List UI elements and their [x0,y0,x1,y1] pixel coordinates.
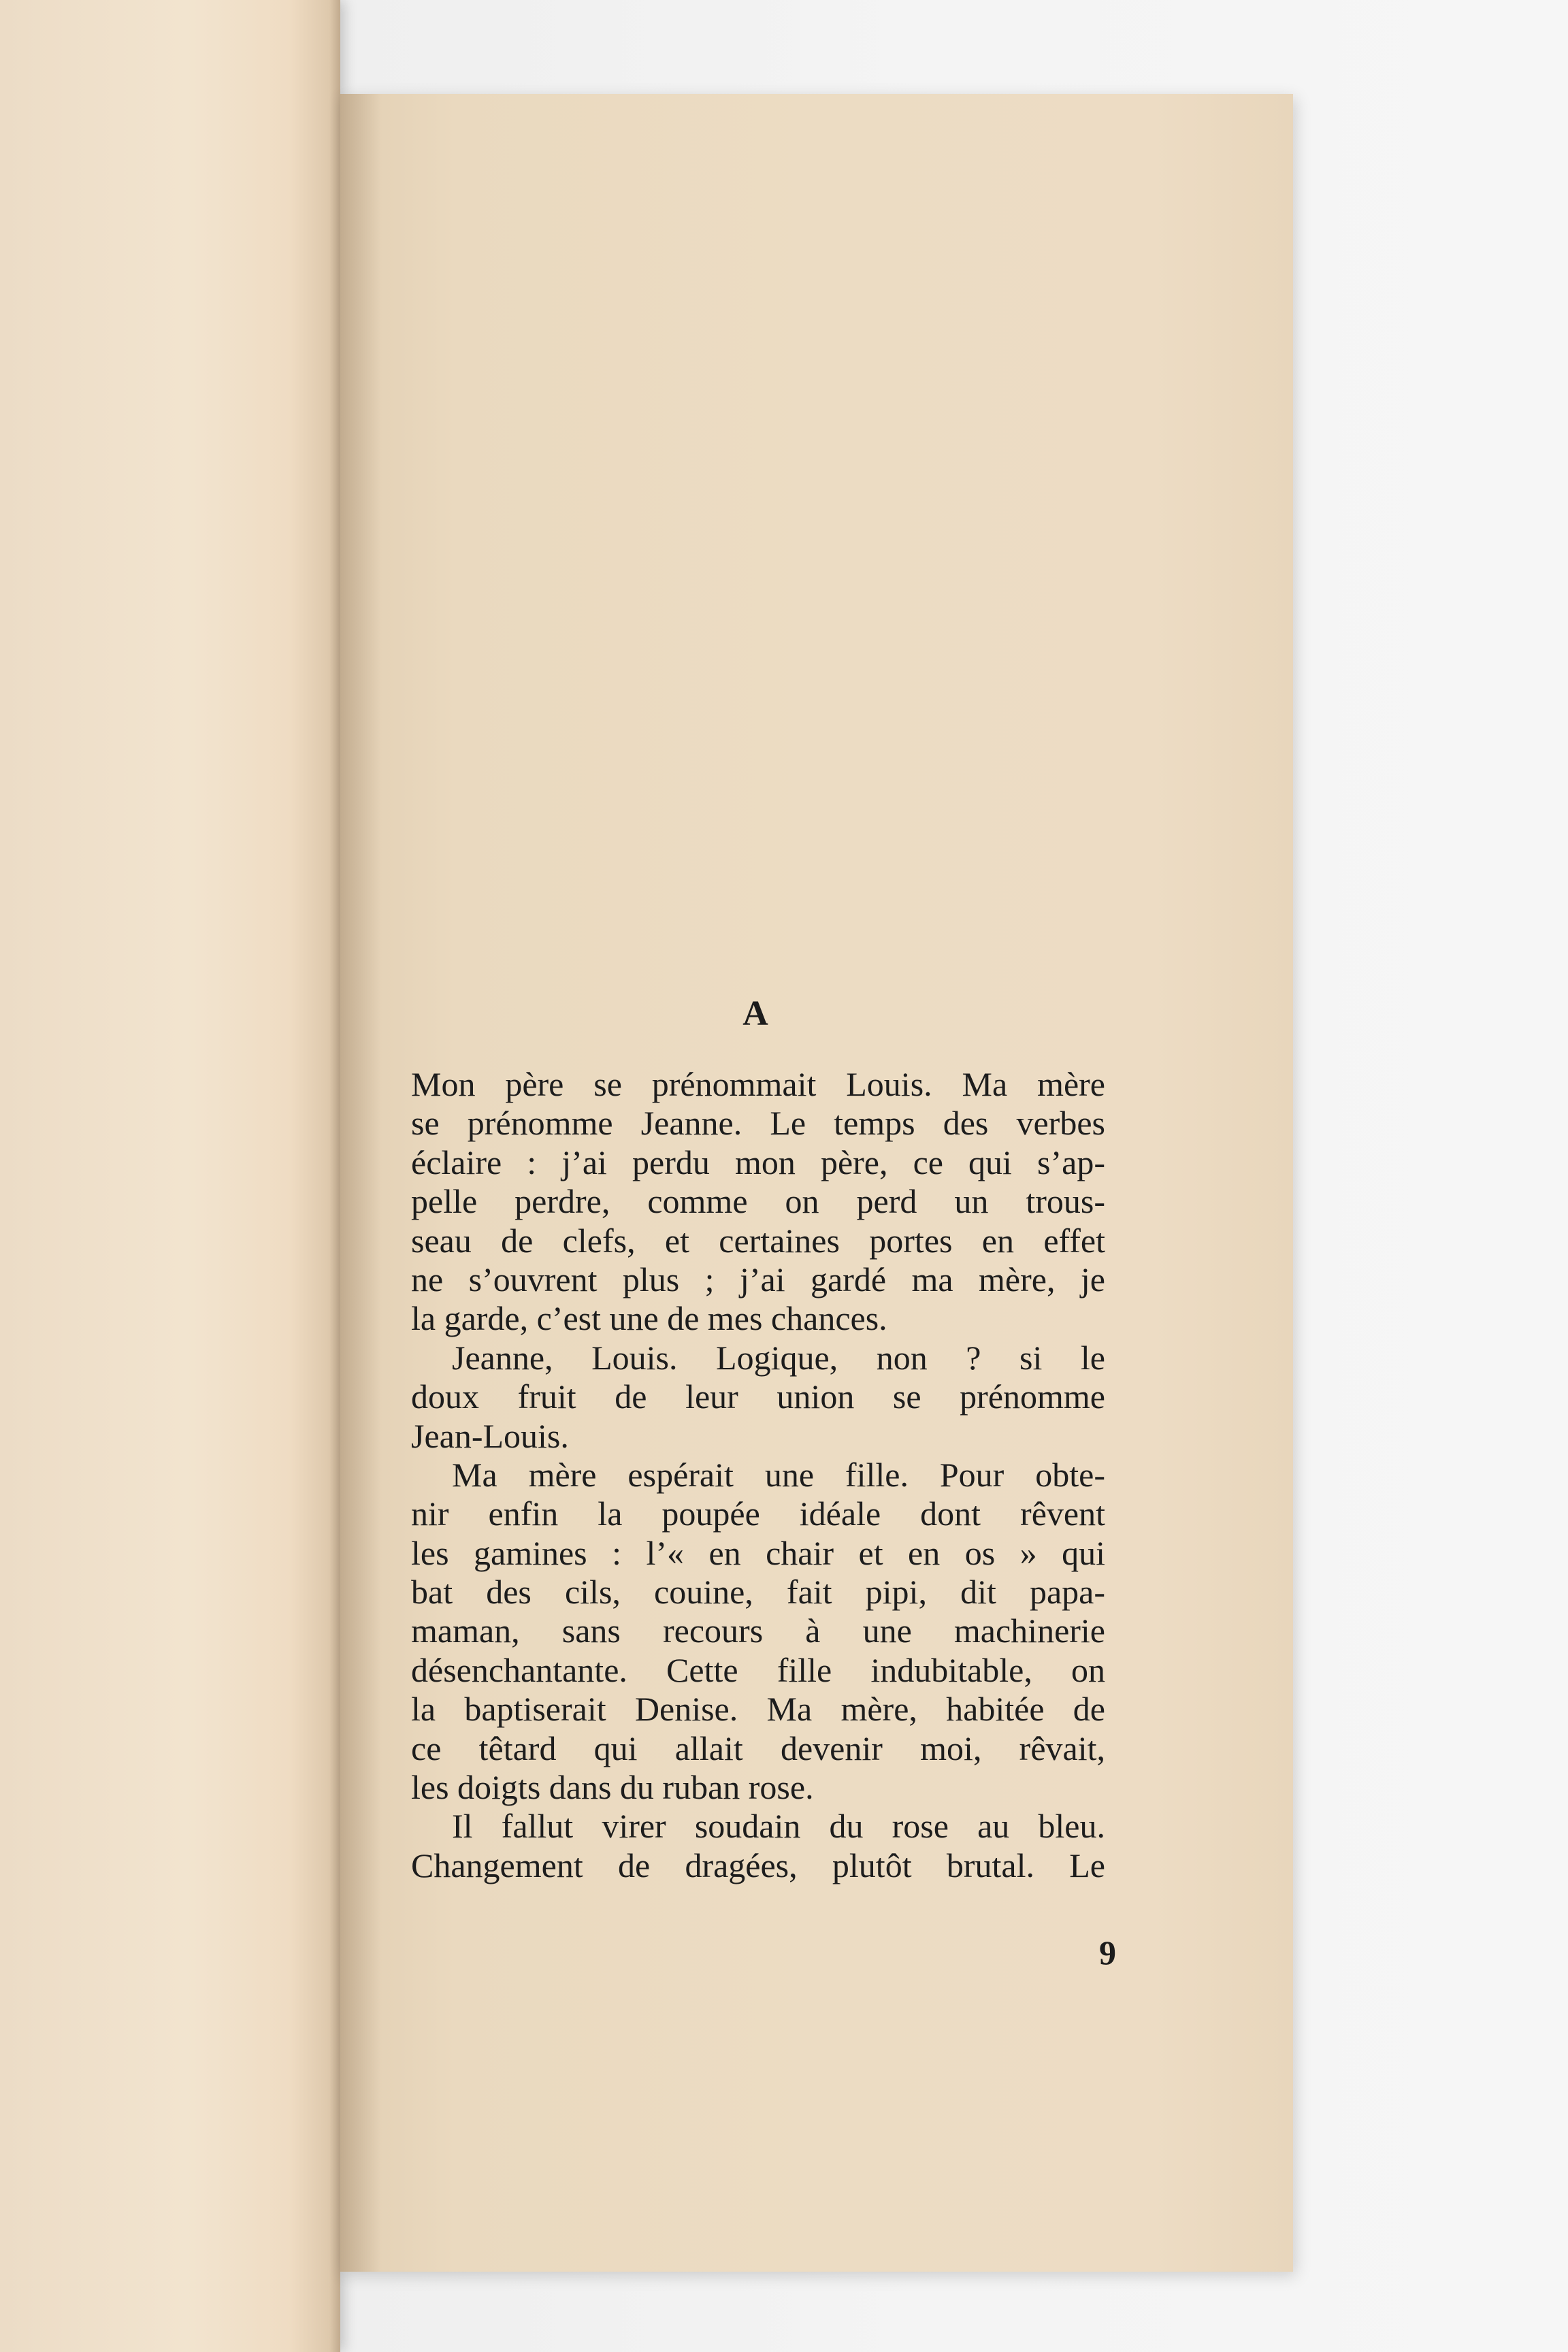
text-line: la baptiserait Denise. Ma mère, habitée de [411,1690,1105,1729]
text-line: Mon père se prénommait Louis. Ma mère [411,1065,1105,1103]
text-line: désenchantante. Cette fille indubitable, on [411,1650,1105,1689]
text-line: Jeanne, Louis. Logique, non ? si le [452,1338,1105,1377]
text-line: bat des cils, couine, fait pipi, dit papa- [411,1573,1105,1612]
text-line: ce têtard qui allait devenir moi, rêvait, [411,1729,1105,1767]
body-text [411,1065,1105,1885]
text-line: éclaire : j’ai perdu mon père, ce qui s’ap- [411,1143,1105,1181]
text-line: doux fruit de leur union se prénomme [411,1377,1105,1416]
text-line: maman, sans recours à une machinerie [411,1612,1105,1650]
text-line: Il fallut virer soudain du rose au bleu. [452,1807,1105,1846]
text-line: ne s’ouvrent plus ; j’ai gardé ma mère, je [411,1260,1105,1298]
text-line: les gamines : l’« en chair et en os » qui [411,1533,1105,1572]
text-line: la garde, c’est une de mes chances. [411,1299,887,1338]
left-page-edge [329,0,340,2352]
left-page [0,0,340,2352]
chapter-heading: A [742,994,768,1033]
text-line: se prénomme Jeanne. Le temps des verbes [411,1104,1105,1143]
text-line: les doigts dans du ruban rose. [411,1768,814,1807]
gutter-shadow [340,94,381,2272]
text-line: seau de clefs, et certaines portes en effet [411,1221,1105,1260]
text-line: Jean-Louis. [411,1416,569,1455]
text-line: Ma mère espérait une fille. Pour obte- [452,1455,1105,1494]
page-number: 9 [1099,1933,1116,1972]
text-line: Changement de dragées, plutôt brutal. Le [411,1846,1105,1884]
text-line: pelle perdre, comme on perd un trous- [411,1182,1105,1221]
text-line: nir enfin la poupée idéale dont rêvent [411,1494,1105,1533]
